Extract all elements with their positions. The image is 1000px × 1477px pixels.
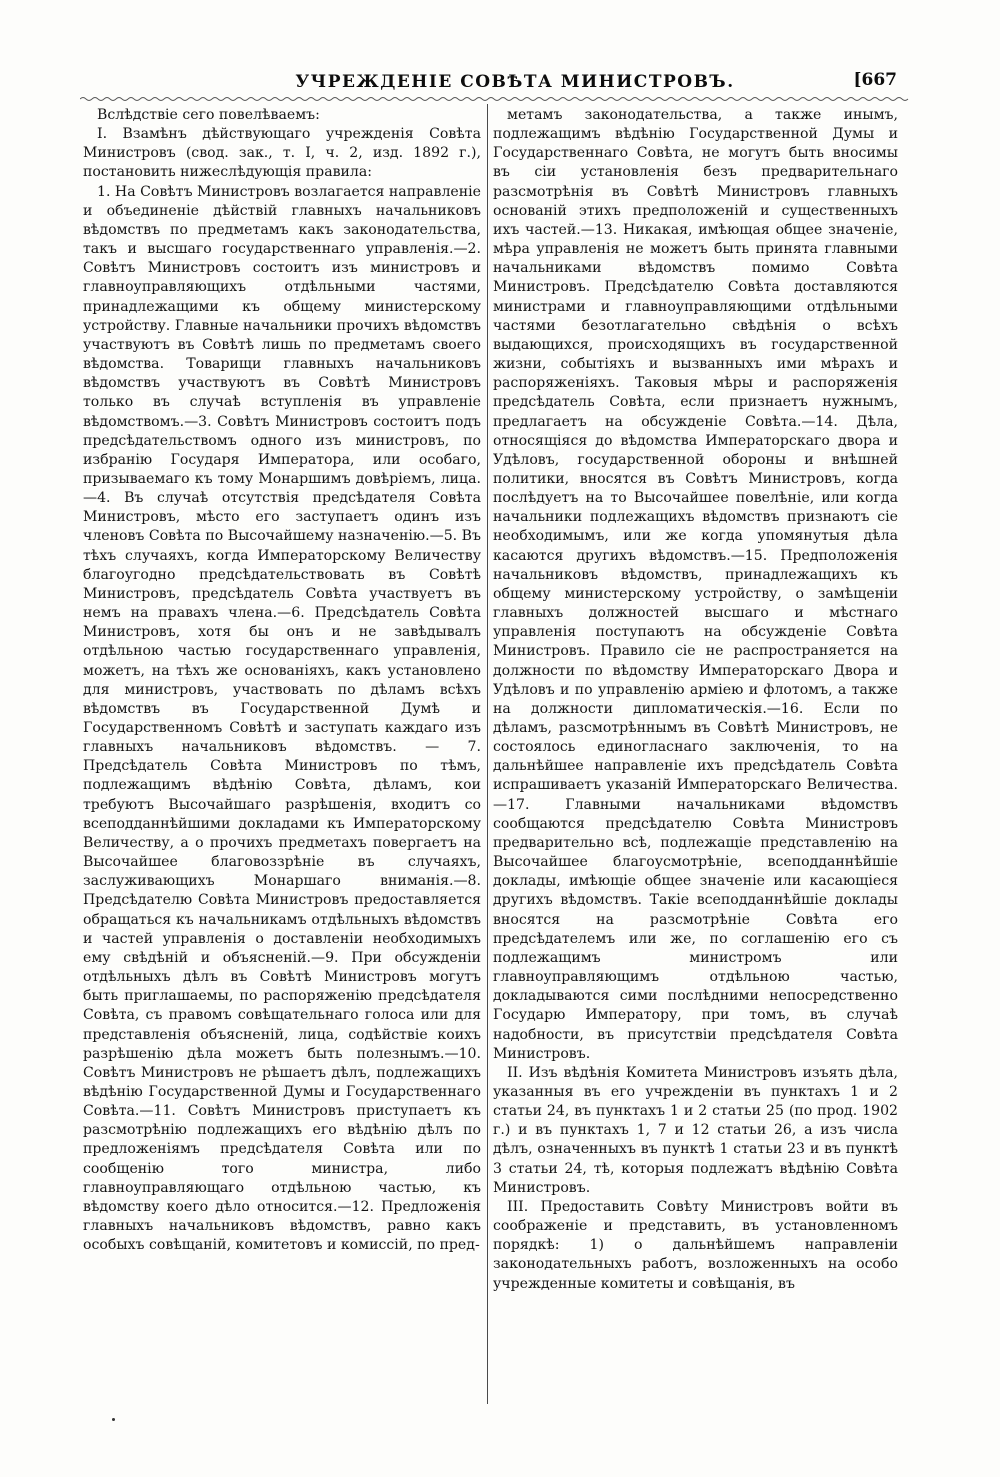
- left-text-column: [83, 106, 481, 1255]
- text-paragraph: II. Изъ вѣдѣнія Комитета Министровъ изъять дѣла, указанныя въ его учрежденіи въ пунктахъ 1 и 2 статьи 24, въ пунктахъ 1 и 2 статьи 25 (по прод. 1902 г.) и въ пунктахъ 1, 7 и 12 статьи 26, а изъ числа дѣлъ, означенныхъ въ пунктѣ 1 статьи 23 и въ пунктѣ 3 статьи 24, тѣ, которыя подлежатъ вѣдѣнію Совѣта Министровъ.: [493, 1064, 898, 1196]
- print-speck: [112, 1418, 115, 1421]
- header-ornament-rule: [80, 96, 910, 102]
- text-paragraph: Вслѣдствіе сего повелѣваемъ:: [97, 107, 320, 123]
- right-text-column: [493, 106, 898, 1294]
- running-title: УЧРЕЖДЕНІЕ СОВѢТА МИНИСТРОВЪ.: [295, 72, 735, 92]
- text-paragraph: метамъ законодательства, а также инымъ, подлежащимъ вѣдѣнію Государственной Думы и Государственнаго Совѣта, не могутъ быть вносимы въ сіи установленія безъ предварительнаго разсмотрѣнія въ Совѣтѣ Министровъ главныхъ основаній этихъ предположеній и существенныхъ ихъ частей.—13. Никакая, имѣющая общее значеніе, мѣра управленія не можетъ быть принята главными начальниками вѣдомствъ помимо Совѣта Министровъ. Предсѣдателю Совѣта доставляются министрами и главноуправляющими отдѣльными частями безотлагательно свѣдѣнія о всѣхъ выдающихся, происходящихъ въ государственной жизни, событіяхъ и вызванныхъ ими мѣрахъ и распоряженіяхъ. Таковыя мѣры и распоряженія предсѣдатель Совѣта, если признаетъ нужнымъ, предлагаетъ на обсужденіе Совѣта.—14. Дѣла, относящіяся до вѣдомства Императорскаго двора и Удѣловъ, государственной обороны и внѣшней политики, вносятся въ Совѣтъ Министровъ, когда послѣдуетъ на то Высочайшее повелѣніе, или когда начальники подлежащихъ вѣдомствъ признаютъ сіе необходимымъ, или же когда упомянутыя дѣла касаются другихъ вѣдомствъ.—15. Предположенія начальниковъ вѣдомствъ, принадлежащихъ къ общему министерскому устройству, о замѣщеніи главныхъ должностей высшаго и мѣстнаго управленія поступаютъ на обсужденіе Совѣта Министровъ. Правило сіе не распространяется на должности по вѣдомству Императорскаго Двора и Удѣловъ и по управленію арміею и флотомъ, а также на должности дипломатическія.—16. Если по дѣламъ, разсмотрѣннымъ въ Совѣтѣ Министровъ, не состоялось единогласнаго заключенія, то на дальнѣйшее направленіе ихъ предсѣдатель Совѣта испрашиваетъ указаній Императорскаго Величества.—17. Главными начальниками вѣдомствъ сообщаются предсѣдателю Совѣта Министровъ предварительно всѣ, подлежащіе представленію на Высочайшее благоусмотрѣніе, всеподданнѣйшіе доклады, имѣющіе общее значеніе или касающіеся другихъ вѣдомствъ. Такіе всеподданнѣйшіе доклады вносятся на разсмотрѣніе Совѣта его предсѣдателемъ или же, по соглашенію его съ подлежащимъ министромъ или главноуправляющимъ отдѣльною частью, докладываются сими послѣдними непосредственно Государю Императору, при томъ, въ случаѣ надобности, въ присутствіи предсѣдателя Совѣта Министровъ.: [493, 107, 898, 1062]
- page-header: [75, 62, 915, 92]
- text-paragraph: I. Взамѣнъ дѣйствующаго учрежденія Совѣта Министровъ (свод. зак., т. I, ч. 2, изд. 1892 г.), постановить нижеслѣдующія правила:: [83, 126, 481, 181]
- column-divider: [487, 104, 488, 1404]
- page-number: [667: [853, 70, 897, 90]
- text-paragraph: 1. На Совѣтъ Министровъ возлагается направленіе и объединеніе дѣйствій главныхъ начальниковъ вѣдомствъ по предметамъ какъ законодательства, такъ и высшаго государственнаго управленія.—2. Совѣтъ Министровъ состоитъ изъ министровъ и главноуправляющихъ отдѣльными частями, принадлежащими къ общему министерскому устройству. Главные начальники прочихъ вѣдомствъ участвуютъ въ Совѣтѣ лишь по предметамъ своего вѣдомства. Товарищи главныхъ начальниковъ вѣдомствъ участвуютъ въ Совѣтѣ Министровъ только въ случаѣ вступленія въ управленіе вѣдомствомъ.—3. Совѣтъ Министровъ состоитъ подъ предсѣдательствомъ одного изъ министровъ, по избранію Государя Императора, или особаго, призываемаго къ тому Монаршимъ довѣріемъ, лица.—4. Въ случаѣ отсутствія предсѣдателя Совѣта Министровъ, мѣсто его заступаетъ одинъ изъ членовъ Совѣта по Высочайшему назначенію.—5. Въ тѣхъ случаяхъ, когда Императорскому Величеству благоугодно предсѣдательствовать въ Совѣтѣ Министровъ, предсѣдатель Совѣта участвуетъ въ немъ на правахъ члена.—6. Предсѣдатель Совѣта Министровъ, хотя бы онъ и не завѣдывалъ отдѣльною частью государственнаго управленія, можетъ, на тѣхъ же основаніяхъ, какъ установлено для министровъ, участвовать по дѣламъ всѣхъ вѣдомствъ въ Государственной Думѣ и Государственномъ Совѣтѣ и заступать каждаго изъ главныхъ начальниковъ вѣдомствъ. — 7. Предсѣдатель Совѣта Министровъ по тѣмъ, подлежащимъ вѣдѣнію Совѣта, дѣламъ, кои требуютъ Высочайшаго разрѣшенія, входитъ со всеподданнѣйшими докладами къ Императорскому Величеству, а о прочихъ предметахъ повергаетъ на Высочайшее благовоззрѣніе въ случаяхъ, заслуживающихъ Монаршаго вниманія.—8. Предсѣдателю Совѣта Министровъ предоставляется обращаться къ начальникамъ отдѣльныхъ вѣдомствъ и частей управленія о доставленіи необходимыхъ ему свѣдѣній и объясненій.—9. При обсужденіи отдѣльныхъ дѣлъ въ Совѣтѣ Министровъ могутъ быть приглашаемы, по распоряженію предсѣдателя Совѣта, съ правомъ совѣщательнаго голоса или для представленія объясненій, лица, содѣйствіе коихъ разрѣшенію дѣла можетъ быть полезнымъ.—10. Совѣтъ Министровъ не рѣшаетъ дѣлъ, подлежащихъ вѣдѣнію Государственной Думы и Государственнаго Совѣта.—11. Совѣтъ Министровъ приступаетъ къ разсмотрѣнію подлежащихъ его вѣдѣнію дѣлъ по предложеніямъ предсѣдателя Совѣта или по сообщенію того министра, либо главноуправляющаго отдѣльною частью, къ вѣдомству коего дѣло относится.—12. Предложенія главныхъ начальниковъ вѣдомствъ, равно какъ особыхъ совѣщаній, комитетовъ и комиссій, по пред-: [83, 183, 481, 1254]
- text-paragraph: III. Предоставить Совѣту Министровъ войти въ соображеніе и представить, въ установленномъ порядкѣ: 1) о дальнѣйшемъ направленіи законодательныхъ работъ, возложенныхъ на особо учрежденные комитеты и совѣщанія, въ: [493, 1198, 898, 1292]
